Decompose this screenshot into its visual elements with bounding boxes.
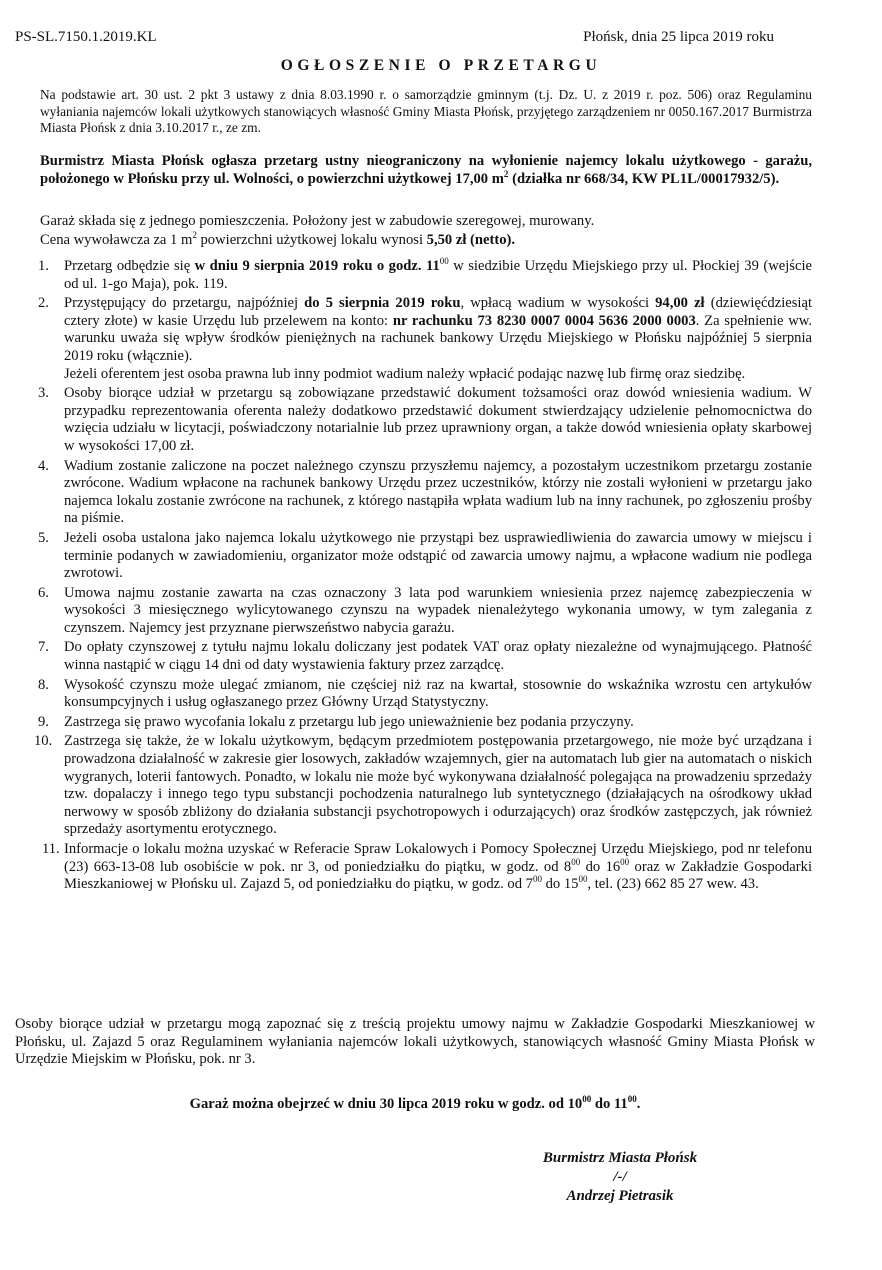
list-item (16, 458, 812, 528)
item-number: 5. (38, 529, 49, 546)
list-item (16, 841, 812, 894)
item-text: Informacje o lokalu można uzyskać w Referacie Spraw Lokalowych i Pomocy Społecznej Urzędu Miejskiego, pod nr telefonu (23) 663-13-08 lub osobiście w pok. nr 3, od poniedziałku do piątku, w godz. od 8 (64, 841, 812, 875)
garage-description: Garaż składa się z jednego pomieszczenia. Położony jest w zabudowie szeregowej, murowany. (40, 213, 595, 229)
item-text: Osoby biorące udział w przetargu są zobowiązane przedstawić dokument tożsamości oraz dowód wniesienia wadium. W przypadku reprezentowania oferenta należy dodatkowo przedstawić dokument stwierdzający udzielenie pełnomocnictwa do wzięcia udziału w licytacji, poświadczony notarialnie lub przez uprawniony organ, a także dowód wniesienia opłaty skarbowej w wysokości 17,00 zł. (64, 385, 812, 454)
item-text: , wpłacą wadium w wysokości (460, 295, 656, 312)
item-text: Wadium zostanie zaliczone na poczet należnego czynszu przyszłemu najemcy, a pozostałym uczestnikom przetargu zostanie zwrócone. Wadium wpłacone na rachunek bankowy Urzędu przez uczestników, którzy nie zostali wyłonieni w przetargu jako najemca lokalu zostanie zwrócone na rachunek, z którego nastąpiła wpłata wadium lub na inny rachunek, po zgłoszeniu prośby na piśmie. (64, 457, 812, 527)
item-text: Zastrzega się prawo wycofania lokalu z przetargu lub jego unieważnienie bez podania przyczyny. (64, 713, 634, 730)
item-text: Do opłaty czynszowej z tytułu najmu lokalu doliczany jest podatek VAT oraz opłaty niezależne od wynajmującego. Płatność winna nastąpić w ciągu 14 dni od daty wystawienia faktury przez zarządcę. (64, 639, 812, 674)
item-number: 6. (38, 584, 49, 601)
item-text: Wysokość czynszu może ulegać zmianom, nie częściej niż raz na kwartał, stosownie do wskaźnika wzrostu cen artykułów konsumpcyjnych i usług ogłaszanego przez Główny Urząd Statystyczny. (64, 676, 812, 711)
viewing-sup: 00 (627, 1094, 637, 1104)
item-text: Jeżeli osoba ustalona jako najemca lokalu użytkowego nie przystąpi bez usprawiedliwienia do zawarcia umowy w miejscu i terminie podanych w zawiadomieniu, organizator może odstąpić od zawarcia umowy najmu, a wpłacone wadium nie podlega zwrotowi. (64, 529, 812, 582)
signature-block (505, 1149, 735, 1206)
item-text: Umowa najmu zostanie zawarta na czas oznaczony 3 lata pod warunkiem wniesienia przez najemcę zabezpieczenia w wysokości 3 miesięcznego wylicytowanego czynszu na wypadek nienależytego wykonania umowy, w tym zalegania z czynszem. Najemcy jest przyznane pierwszeństwo nabycia garażu. (64, 584, 812, 636)
item-sup: 00 (620, 856, 630, 867)
item-number: 2. (38, 295, 49, 312)
document-date: Płońsk, dnia 25 lipca 2019 roku (583, 29, 774, 45)
item-text: do 15 (541, 876, 579, 893)
signature-name: Andrzej Pietrasik (566, 1188, 674, 1204)
price-text-a: Cena wywoławcza za 1 m (40, 232, 193, 248)
item-number: 9. (38, 713, 49, 730)
item-text: , tel. (23) 662 85 27 wew. 43. (587, 876, 759, 893)
item-text: do 16 (580, 858, 621, 875)
item-number: 7. (38, 639, 49, 656)
item-text: Przystępujący do przetargu, najpóźniej (64, 295, 305, 312)
price-sup: 2 (192, 230, 197, 240)
signature-title: Burmistrz Miasta Płońsk (542, 1150, 698, 1166)
headline-text: Burmistrz Miasta Płońsk ogłasza przetarg ustny nieograniczony na wyłonienie najemcy lokalu użytkowego - garażu, położonego w Płońsku przy ul. Wolności, o powierzchni użytkowej 17,00 m (40, 153, 812, 187)
headline-tail: (działka nr 668/34, KW PL1L/00017932/5). (512, 171, 780, 187)
closing-paragraph: Osoby biorące udział w przetargu mogą zapoznać się z treścią projektu umowy najmu w Zakładzie Gospodarki Mieszkaniowej w Płońsku, ul. Zajazd 5 oraz Regulaminem wyłaniania najemców lokali użytkowych, stanowiących własność Gminy Miasta Płońsk w Urzędzie Miejskim w Płońsku, pok. nr 3. (15, 1016, 815, 1068)
list-item (16, 677, 812, 712)
list-item (16, 295, 812, 383)
price-value: 5,50 zł (netto). (426, 232, 516, 248)
item-text: Jeżeli oferentem jest osoba prawna lub inny podmiot wadium należy wpłacić podając nazwę lub firmę oraz siedzibę. (64, 365, 746, 382)
item-text: (dziewięćdziesiąt cztery złote) w kasie Urzędu lub przelewem na konto: (64, 295, 812, 329)
list-item (16, 639, 812, 674)
item-number: 1. (38, 258, 49, 274)
item-text: Przetarg odbędzie się (64, 258, 195, 274)
item-text: oraz w Zakładzie Gospodarki Mieszkaniowej w Płońsku ul. Zajazd 5, od poniedziałku do piątku, w godz. od 7 (64, 858, 812, 893)
viewing-notice (0, 1096, 830, 1114)
item-bold: w dniu 9 sierpnia 2019 roku o godz. 11 (194, 258, 440, 274)
signature-mark: /-/ (613, 1169, 627, 1185)
list-item (16, 258, 812, 293)
item-number: 4. (38, 457, 49, 474)
headline-sup: 2 (503, 169, 509, 179)
terms-list (16, 258, 812, 896)
item-number: 11. (42, 841, 60, 857)
item-sup: 00 (439, 256, 449, 266)
item-sup: 00 (578, 874, 588, 885)
list-item (16, 585, 812, 638)
item-sup: 00 (571, 856, 581, 867)
price-text-b: powierzchni użytkowej lokalu wynosi (196, 232, 427, 248)
document-title: OGŁOSZENIE O PRZETARGU (280, 57, 602, 74)
list-item (16, 714, 812, 732)
item-sup: 00 (532, 874, 542, 885)
item-number: 10. (34, 733, 53, 750)
item-text: Zastrzega się także, że w lokalu użytkowym, będącym przedmiotem postępowania przetargowego, nie może być urządzana i prowadzona działalność w zakresie gier losowych, zakładów wzajemnych, gier na automatach lub gier na automatach o niskich wygranych, loterii fantowych. Ponadto, w lokalu nie może być wykonywana działalność polegająca na prowadzeniu sprzedaży tzw. dopalaczy i innego tego typu substancji pochodzenia naturalnego lub syntetycznego (działających na ośrodkowy układ nerwowy w sposób zbliżony do działania substancji psychotropowych i odurzających) oraz środków zastępczych, jak również sprzedaży asortymentu erotycznego. (64, 733, 812, 838)
item-number: 8. (38, 676, 49, 693)
viewing-text: do 11 (591, 1096, 628, 1112)
bank-account: nr rachunku 73 8230 0007 0004 5636 2000 0003 (392, 312, 696, 329)
starting-price (40, 232, 820, 250)
item-bold: 94,00 zł (655, 295, 705, 312)
list-item (16, 530, 812, 583)
item-number: 3. (38, 385, 49, 402)
list-item (16, 733, 812, 839)
item-text: . Za spełnienie ww. warunku uważa się wpływ środków pieniężnych na rachunek bankowy Urzędu Miejskiego w Płońsku najpóźniej 5 sierpnia 2019 roku (włącznie). (64, 312, 812, 364)
item-bold: do 5 sierpnia 2019 roku (304, 295, 461, 312)
legal-basis: Na podstawie art. 30 ust. 2 pkt 3 ustawy z dnia 8.03.1990 r. o samorządzie gminnym (t.j. Dz. U. z 2019 r. poz. 506) oraz Regulaminu wyłaniania najemców lokali użytkowych stanowiących własność Gminy Miasta Płońsk, przyjętego zarządzeniem nr 0050.167.2017 Burmistrza Miasta Płońsk z dnia 3.10.2017 r., ze zm. (40, 87, 812, 136)
viewing-text: . (636, 1096, 641, 1112)
announcement-headline (40, 152, 812, 188)
document-reference: PS-SL.7150.1.2019.KL (15, 29, 157, 45)
item-text: w siedzibie Urzędu Miejskiego przy ul. Płockiej 39 (wejście od ul. 1-go Maja), pok. 119. (64, 258, 812, 292)
viewing-text: Garaż można obejrzeć w dniu 30 lipca 2019 roku w godz. od 10 (189, 1096, 583, 1112)
list-item (16, 385, 812, 455)
viewing-sup: 00 (582, 1094, 592, 1104)
